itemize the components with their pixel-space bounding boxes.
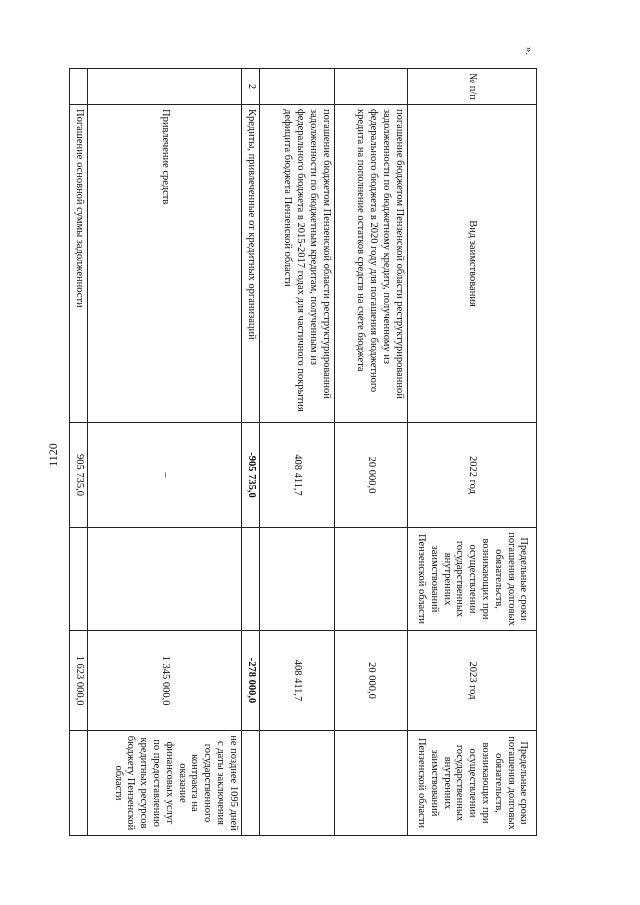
header-kind: Вид заимствования bbox=[407, 105, 536, 423]
row-num bbox=[88, 69, 242, 105]
row-num bbox=[260, 69, 335, 105]
header-num: № п/п bbox=[407, 69, 536, 105]
row-deadline-2023 bbox=[241, 731, 259, 836]
row-year-2022: -905 735,0 bbox=[241, 423, 259, 528]
row-deadline-2022 bbox=[260, 528, 335, 631]
row-year-2022: – bbox=[88, 423, 242, 528]
table-row bbox=[241, 69, 259, 836]
row-kind: Погашение основной суммы задолженности bbox=[70, 105, 88, 423]
row-year-2022: 20 000,0 bbox=[334, 423, 407, 528]
row-deadline-2022 bbox=[241, 528, 259, 631]
row-deadline-2023 bbox=[260, 731, 335, 836]
row-deadline-2023: не позднее 1095 дней с даты заключения государственного контракта на оказание финансовых услуг по предоставлению кредитных ресурсов бюджету Пензенской области bbox=[88, 731, 242, 836]
row-deadline-2022 bbox=[70, 528, 88, 631]
table-row bbox=[88, 69, 242, 836]
page-number: 1120 bbox=[46, 443, 60, 467]
row-num bbox=[70, 69, 88, 105]
table-row bbox=[260, 69, 335, 836]
header-year-2023: 2023 год bbox=[407, 631, 536, 731]
row-year-2023: -278 000,0 bbox=[241, 631, 259, 731]
row-year-2022: 408 411,7 bbox=[260, 423, 335, 528]
header-deadline-2023: Предельные сроки погашения долговых обязательств, возникающих при осуществлении государственных внутренних заимствований Пензенской области bbox=[407, 731, 536, 836]
row-deadline-2022 bbox=[88, 528, 242, 631]
row-year-2023: 1 623 000,0 bbox=[70, 631, 88, 731]
header-row bbox=[407, 69, 536, 836]
rotated-page-content bbox=[69, 68, 537, 835]
table-row bbox=[70, 69, 88, 836]
row-kind: Кредиты, привлеченные от кредитных организаций bbox=[241, 105, 259, 423]
row-deadline-2023 bbox=[70, 731, 88, 836]
row-num bbox=[334, 69, 407, 105]
row-num: 2 bbox=[241, 69, 259, 105]
row-kind: Привлечение средств bbox=[88, 105, 242, 423]
header-deadline-2022: Предельные сроки погашения долговых обязательств, возникающих при осуществлении государственных внутренних заимствований Пензенской области bbox=[407, 528, 536, 631]
header-year-2022: 2022 год bbox=[407, 423, 536, 528]
row-year-2022: 905 735,0 bbox=[70, 423, 88, 528]
table-row bbox=[334, 69, 407, 836]
row-kind: погашение бюджетом Пензенской области реструктурированной задолженности по бюджетным кредитам, полученным из федерального бюджета в 2015-2017 годах для частичного покрытия дефицита бюджета Пензенской области bbox=[260, 105, 335, 423]
row-kind: погашение бюджетом Пензенской области реструктурированной задолженности по бюджетному кредиту, полученному из федерального бюджета в 2020 году для погашения бюджетного кредита на пополнение остатков средств на счете бюджета bbox=[334, 105, 407, 423]
row-year-2023: 20 000,0 bbox=[334, 631, 407, 731]
row-deadline-2022 bbox=[334, 528, 407, 631]
row-year-2023: 1 345 000,0 bbox=[88, 631, 242, 731]
row-deadline-2023 bbox=[334, 731, 407, 836]
closing-quote-mark: ». bbox=[523, 46, 535, 56]
borrowing-table bbox=[69, 68, 537, 836]
row-year-2023: 408 411,7 bbox=[260, 631, 335, 731]
